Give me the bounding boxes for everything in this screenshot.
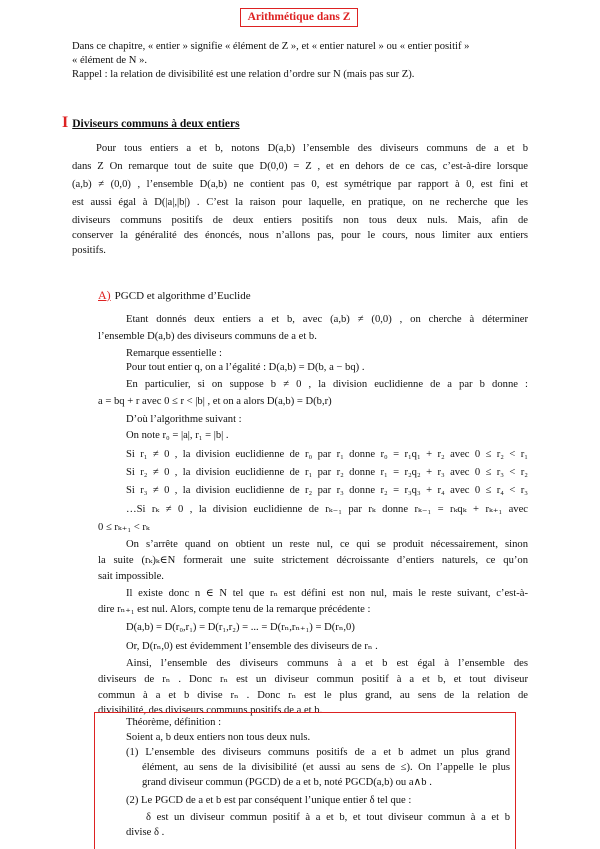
section-para-line: diviseurs communs positifs de deux entiers positifs non tous deux nuls. Mais, afin de	[72, 215, 528, 226]
subsection-heading	[98, 286, 251, 304]
subsection-title: PGCD et algorithme d’Euclide	[114, 290, 251, 302]
body-line: dire rₙ₊₁ est nul. Alors, compte tenu de la remarque précédente :	[98, 604, 371, 615]
theorem-line: élément, au sens de la divisibilité (et aussi au sens de ≤). On l’appelle le plus	[142, 762, 510, 773]
body-line: divisibilité, des diviseurs communs positifs de a et b.	[98, 705, 323, 716]
section-para-line: (a,b) ≠ (0,0) , l’ensemble D(a,b) ne contient pas 0, est symétrique par rapport à 0, est fini et	[72, 179, 528, 190]
theorem-line: Théorème, définition :	[126, 717, 222, 728]
theorem-line: Soient a, b deux entiers non tous deux nuls.	[126, 732, 311, 743]
body-line: diviseurs de rₙ . Donc rₙ est un diviseur commun positif à a et b, et tout diviseur	[98, 674, 528, 685]
body-line: Si r₂ ≠ 0 , la division euclidienne de r₁ par r₂ donne r₁ = r₂q₂ + r₃ avec 0 ≤ r₃ < r₂	[126, 467, 528, 478]
section-para-line: positifs.	[72, 245, 106, 256]
intro-line-2: « élément de N ».	[72, 55, 148, 66]
section-para-line: dans Z On remarque tout de suite que D(0,0) = Z , et en dehors de ce cas, c’est-à-dire lorsque	[72, 161, 528, 172]
subsection-letter: A)	[98, 288, 111, 302]
body-line: On note r₀ = |a|, r₁ = |b| .	[126, 430, 229, 441]
section-title: Diviseurs communs à deux entiers	[72, 118, 240, 130]
body-line: D’où l’algorithme suivant :	[126, 414, 242, 425]
body-line: Etant donnés deux entiers a et b, avec (a,b) ≠ (0,0) , on cherche à déterminer	[126, 314, 528, 325]
body-line: commun à a et b divise rₙ . Donc rₙ est le plus grand, au sens de la relation de	[98, 690, 528, 701]
section-heading	[62, 114, 240, 132]
section-para-line: conserver la généralité des énoncés, nous n’allons pas, pour le cours, nous limiter aux entiers	[72, 230, 528, 241]
body-line: Remarque essentielle :	[126, 348, 222, 359]
theorem-line: (2) Le PGCD de a et b est par conséquent l’unique entier δ tel que :	[126, 795, 412, 806]
theorem-line: grand diviseur commun (PGCD) de a et b, noté PGCD(a,b) ou a∧b .	[142, 777, 432, 788]
body-line: Si r₁ ≠ 0 , la division euclidienne de r₀ par r₁ donne r₀ = r₁q₁ + r₂ avec 0 ≤ r₂ < r₁	[126, 449, 528, 460]
body-line: Ainsi, l’ensemble des diviseurs communs à a et b est égal à l’ensemble des	[126, 658, 528, 669]
theorem-line: (1) L’ensemble des diviseurs communs positifs de a et b admet un plus grand	[126, 747, 510, 758]
intro-line-1: Dans ce chapitre, « entier » signifie « élément de Z », et « entier naturel » ou « entier positif »	[72, 41, 470, 52]
body-line: la suite (rₖ)ₖ∈N formerait une suite strictement décroissante d’entiers naturels, ce qu’on	[98, 555, 528, 566]
body-line: Or, D(rₙ,0) est évidemment l’ensemble des diviseurs de rₙ .	[126, 641, 378, 652]
body-line: …Si rₖ ≠ 0 , la division euclidienne de rₖ₋₁ par rₖ donne rₖ₋₁ = rₖqₖ + rₖ₊₁ avec	[126, 504, 528, 515]
section-para-line: est aussi égal à D(|a|,|b|) . C’est la raison pour laquelle, en pratique, on ne recherche que les	[72, 197, 528, 208]
section-number: I	[62, 114, 69, 131]
body-line: Pour tout entier q, on a l’égalité : D(a,b) = D(b, a − bq) .	[126, 362, 365, 373]
body-line: a = bq + r avec 0 ≤ r < |b| , et on a alors D(a,b) = D(b,r)	[98, 396, 332, 407]
theorem-line: divise δ .	[126, 827, 165, 838]
body-line: sait impossible.	[98, 571, 164, 582]
body-line: l’ensemble D(a,b) des diviseurs communs de a et b.	[98, 331, 317, 342]
body-line: Il existe donc n ∈ N tel que rₙ est défini est non nul, mais le reste suivant, c’est-à-	[126, 588, 528, 599]
body-line: 0 ≤ rₖ₊₁ < rₖ	[98, 522, 150, 533]
chapter-title: Arithmétique dans Z	[240, 8, 358, 27]
theorem-line: δ est un diviseur commun positif à a et b, et tout diviseur commun à a et b	[146, 812, 510, 823]
intro-line-3: Rappel : la relation de divisibilité est une relation d’ordre sur N (mais pas sur Z).	[72, 69, 415, 80]
body-line: On s’arrête quand on obtient un reste nul, ce qui se produit nécessairement, sinon	[126, 539, 528, 550]
body-line: Si r₃ ≠ 0 , la division euclidienne de r₂ par r₃ donne r₂ = r₃q₃ + r₄ avec 0 ≤ r₄ < r₃	[126, 485, 528, 496]
body-line: D(a,b) = D(r₀,r₁) = D(r₁,r₂) = ... = D(rₙ,rₙ₊₁) = D(rₙ,0)	[126, 622, 355, 633]
section-para-line: Pour tous entiers a et b, notons D(a,b) l’ensemble des diviseurs communs de a et b	[96, 143, 528, 154]
body-line: En particulier, si on suppose b ≠ 0 , la division euclidienne de a par b donne :	[126, 379, 528, 390]
